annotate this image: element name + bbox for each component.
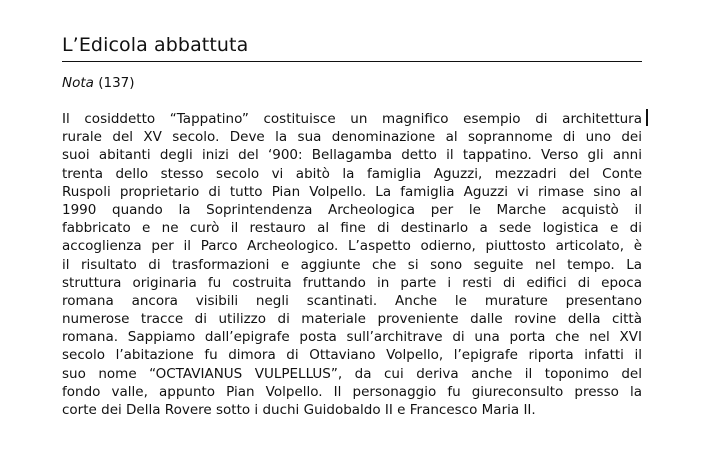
paragraph-line: romana. Sappiamo dall’epigrafe posta sull’architrave di una porta che nel XVI <box>62 329 642 346</box>
note-reference <box>62 74 135 92</box>
paragraph-line: struttura originaria fu costruita fruttando in parte i resti di edifici di epoca <box>62 274 642 291</box>
paragraph-line: corte dei Della Rovere sotto i duchi Guidobaldo II e Francesco Maria II. <box>62 402 536 418</box>
paragraph-line: numerose tracce di utilizzo di materiale proveniente dalle rovine della città <box>62 311 642 328</box>
paragraph-line: suo nome “OCTAVIANUS VULPELLUS”, da cui deriva anche il toponimo del <box>62 365 642 382</box>
paragraph-line: suoi abitanti degli inizi del ‘900: Bellagamba detto il tappatino. Verso gli anni <box>62 147 642 164</box>
note-label: Nota <box>62 75 94 91</box>
title-underline <box>62 61 642 62</box>
body-paragraph[interactable] <box>62 110 642 419</box>
text-cursor <box>646 109 648 126</box>
paragraph-line: Ruspoli proprietario di tutto Pian Volpello. La famiglia Aguzzi vi rimase sino al <box>62 183 642 200</box>
paragraph-line: il risultato di trasformazioni e aggiunte che si sono seguite nel tempo. La <box>62 256 642 273</box>
paragraph-line: romana ancora visibili negli scantinati. Anche le murature presentano <box>62 292 642 309</box>
paragraph-line: fabbricato e ne curò il restauro al fine di destinarlo a sede logistica e di <box>62 220 642 237</box>
paragraph-line: accoglienza per il Parco Archeologico. L’aspetto odierno, piuttosto articolato, è <box>62 238 642 255</box>
paragraph-line: rurale del XV secolo. Deve la sua denominazione al soprannome di uno dei <box>62 129 642 146</box>
paragraph-line: 1990 quando la Soprintendenza Archeologica per le Marche acquistò il <box>62 201 642 218</box>
paragraph-line: secolo l’abitazione fu dimora di Ottaviano Volpello, l’epigrafe riporta infatti il <box>62 347 642 364</box>
paragraph-line: fondo valle, appunto Pian Volpello. Il personaggio fu giureconsulto presso la <box>62 383 642 400</box>
note-number: (137) <box>98 75 135 91</box>
paragraph-line: Il cosiddetto “Tappatino” costituisce un magnifico esempio di architettura <box>62 111 642 127</box>
paragraph-line: trenta dello stesso secolo vi abitò la famiglia Aguzzi, mezzadri del Conte <box>62 165 642 182</box>
page-title: L’Edicola abbattuta <box>62 34 249 56</box>
